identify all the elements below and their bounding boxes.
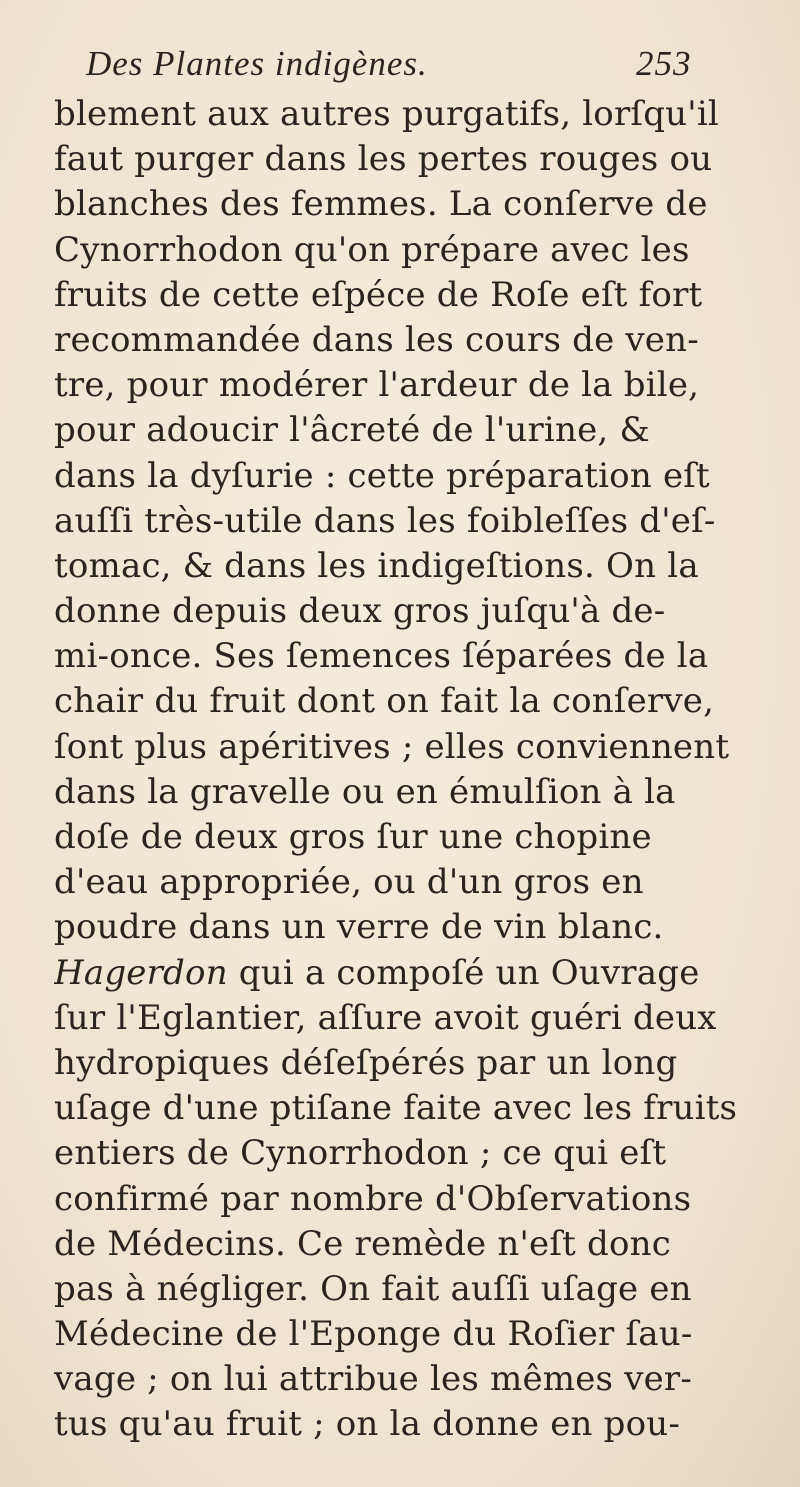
running-header (86, 44, 726, 94)
text-line: dans la gravelle ou en émulſion à la (54, 771, 676, 812)
text-line: donne depuis deux gros juſqu'à de- (54, 591, 666, 632)
text-line: ſur l'Eglantier, aſſure avoit guéri deux (54, 997, 717, 1038)
author-name: Hagerdon (54, 952, 228, 993)
text-line: d'eau appropriée, ou d'un gros en (54, 862, 644, 903)
text-line: hydropiques déſeſpérés par un long (54, 1042, 678, 1083)
text-line: mi-once. Ses ſemences ſéparées de la (54, 636, 709, 677)
text-line: Cynorrhodon qu'on prépare avec les (54, 229, 690, 270)
text-line: recommandée dans les cours de ven- (54, 319, 699, 360)
text-line-author (54, 951, 744, 996)
text-line: fruits de cette eſpéce de Roſe eſt fort (54, 274, 703, 315)
text-line: pour adoucir l'âcreté de l'urine, & (54, 410, 650, 451)
text-line: ſont plus apéritives ; elles conviennent (54, 726, 730, 767)
running-title: Des Plantes indigènes. (86, 44, 428, 83)
text-line: tomac, & dans les indigeſtions. On la (54, 545, 699, 586)
text-line: Médecine de l'Eponge du Roſier ſau- (54, 1314, 693, 1355)
text-line: poudre dans un verre de vin blanc. (54, 907, 664, 948)
text-line: doſe de deux gros ſur une chopine (54, 817, 652, 857)
text-line: entiers de Cynorrhodon ; ce qui eſt (54, 1133, 667, 1174)
text-line: vage ; on lui attribue les mêmes ver- (54, 1359, 693, 1400)
text-line: faut purger dans les pertes rouges ou (54, 139, 713, 180)
text-line: auſſi très-utile dans les foibleſſes d'eſ- (54, 500, 716, 541)
text-line: dans la dyſurie : cette préparation eſt (54, 455, 710, 496)
text-line: uſage d'une ptiſane faite avec les fruits (54, 1088, 738, 1129)
text-line: pas à négliger. On fait auſſi uſage en (54, 1268, 692, 1309)
body-text (54, 92, 744, 1448)
page-number: 253 (636, 44, 692, 83)
text-line: tre, pour modérer l'ardeur de la bile, (54, 365, 700, 406)
text-line: blanches des femmes. La conſerve de (54, 184, 708, 225)
text-line: chair du fruit dont on fait la conſerve, (54, 681, 715, 722)
text-line: de Médecins. Ce remède n'eſt donc (54, 1223, 671, 1264)
text-line: confirmé par nombre d'Obſervations (54, 1178, 692, 1219)
text-line: tus qu'au fruit ; on la donne en pou- (54, 1404, 681, 1445)
author-line-rest: qui a compoſé un Ouvrage (227, 952, 700, 993)
text-line: blement aux autres purgatifs, lorſqu'il (54, 94, 719, 134)
